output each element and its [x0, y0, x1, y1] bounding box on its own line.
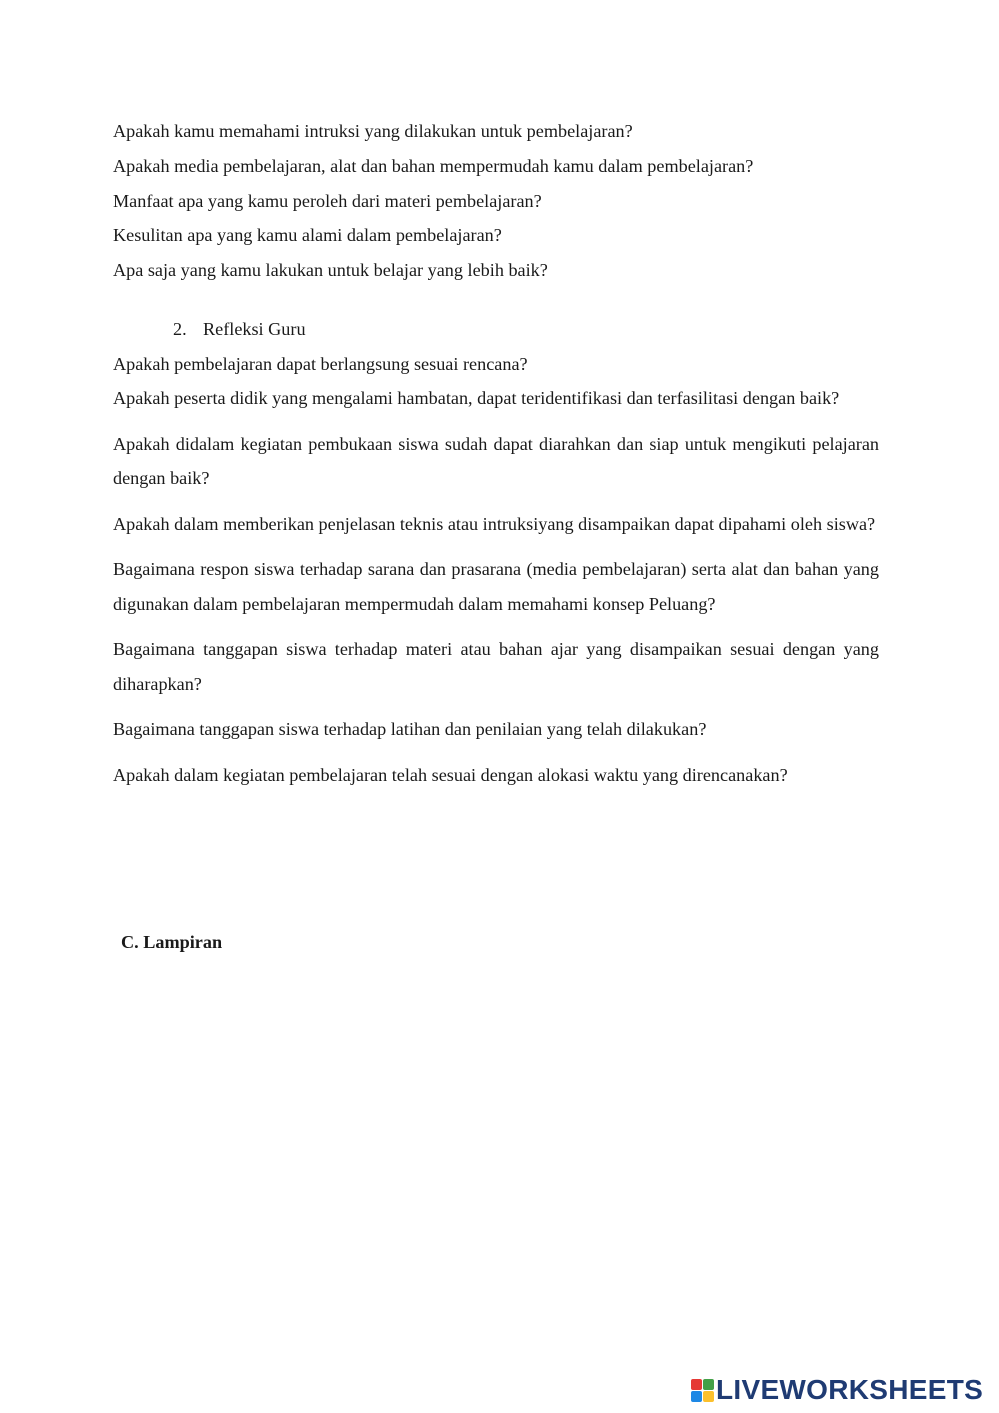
student-question-5: Apa saja yang kamu lakukan untuk belajar yang lebih baik? [113, 260, 548, 281]
teacher-question-8: Apakah dalam kegiatan pembelajaran telah sesuai dengan alokasi waktu yang direncanakan? [113, 764, 788, 785]
liveworksheets-logo-icon [691, 1379, 714, 1402]
teacher-reflection-questions [113, 347, 879, 793]
liveworksheets-logo-text: LIVEWORKSHEETS [716, 1374, 984, 1405]
teacher-question-1: Apakah pembelajaran dapat berlangsung sesuai rencana? [113, 353, 528, 374]
teacher-reflection-heading [113, 312, 879, 347]
student-question-1: Apakah kamu memahami intruksi yang dilakukan untuk pembelajaran? [113, 121, 633, 141]
liveworksheets-logo [691, 1372, 983, 1408]
teacher-question-3: Apakah didalam kegiatan pembukaan siswa sudah dapat diarahkan dan siap untuk mengikuti pelajaran dengan baik? [113, 433, 879, 489]
heading-text: Refleksi Guru [203, 318, 306, 339]
section-c-heading: C. Lampiran [121, 932, 223, 952]
teacher-question-5: Bagaimana respon siswa terhadap sarana dan prasarana (media pembelajaran) serta alat dan bahan yang digunakan dalam pembelajaran mempermudah dalam memahami konsep Peluang? [113, 559, 879, 614]
logo-square-2 [703, 1379, 714, 1390]
student-question-3: Manfaat apa yang kamu peroleh dari materi pembelajaran? [113, 190, 542, 211]
logo-square-3 [691, 1391, 702, 1402]
logo-square-1 [691, 1379, 702, 1390]
list-number: 2. [173, 318, 187, 339]
spacer [113, 288, 879, 312]
teacher-question-4: Apakah dalam memberikan penjelasan teknis atau intruksiyang disampaikan dapat dipahami oleh siswa? [113, 513, 876, 534]
student-question-4: Kesulitan apa yang kamu alami dalam pembelajaran? [113, 225, 502, 246]
teacher-question-2: Apakah peserta didik yang mengalami hambatan, dapat teridentifikasi dan terfasilitasi dengan baik? [113, 388, 840, 409]
teacher-question-7: Bagaimana tanggapan siswa terhadap latihan dan penilaian yang telah dilakukan? [113, 719, 707, 740]
page-content [113, 114, 879, 803]
teacher-question-6: Bagaimana tanggapan siswa terhadap materi atau bahan ajar yang disampaikan sesuai dengan yang diharapkan? [113, 639, 879, 694]
logo-square-4 [703, 1391, 714, 1402]
student-question-2: Apakah media pembelajaran, alat dan bahan mempermudah kamu dalam pembelajaran? [113, 155, 754, 176]
student-reflection-questions [113, 114, 879, 288]
